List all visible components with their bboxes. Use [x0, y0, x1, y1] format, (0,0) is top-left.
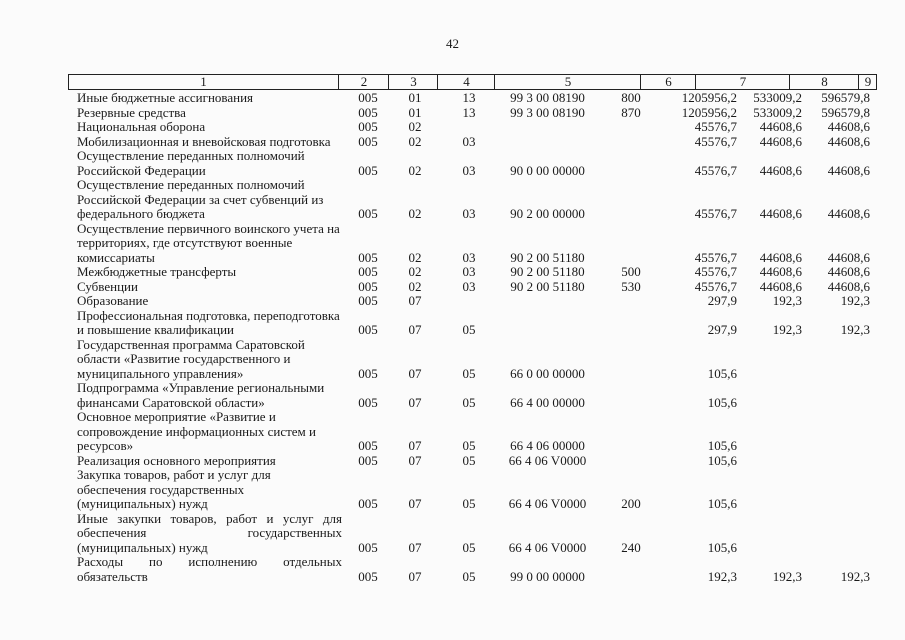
row-name: Закупка товаров, работ и услуг для обеспечения государственных (муниципальных) нужд [77, 467, 271, 511]
cell-col-6: 500 [621, 264, 641, 279]
cell-col-7: 105,6 [707, 394, 737, 410]
cell-col-7: 105,6 [707, 496, 737, 511]
cell-col-2: 005 [358, 365, 378, 381]
cell-col-3: 01 [408, 90, 422, 105]
cell-col-3: 02 [408, 133, 422, 149]
cell-col-2: 005 [358, 206, 378, 221]
cell-col-8: 44608,6 [759, 206, 802, 221]
cell-col-7: 192,3 [707, 568, 737, 584]
row-name: Государственная программа Саратовской области «Развитие государственного и муниципального управления» [77, 336, 305, 381]
cell-col-4: 05 [462, 539, 476, 555]
cell-col-2: 005 [358, 539, 378, 555]
cell-col-4: 05 [462, 452, 476, 468]
cell-col-9: 44608,6 [827, 162, 870, 178]
cell-col-3: 02 [408, 249, 422, 265]
cell-col-7: 45576,7 [694, 264, 737, 279]
cell-col-3: 07 [408, 539, 422, 555]
cell-col-2: 005 [358, 133, 378, 149]
cell-col-7: 45576,7 [694, 133, 737, 149]
row-name: Расходы по исполнению отдельных обязательств [77, 554, 342, 584]
cell-col-9: 44608,6 [827, 133, 870, 149]
cell-col-2: 005 [358, 278, 378, 294]
header-col-2: 2 [338, 75, 389, 89]
cell-col-7: 1205956,2 [681, 90, 737, 105]
cell-col-4: 03 [462, 133, 476, 149]
row-name: Осуществление первичного воинского учета на территориях, где отсутствуют военные комиссариаты [77, 220, 340, 265]
table-row [0, 280, 905, 295]
cell-col-4: 03 [462, 162, 476, 178]
header-col-7: 7 [695, 75, 790, 89]
cell-col-5: 66 4 06 V0000 [508, 539, 587, 555]
cell-col-3: 07 [408, 568, 422, 584]
cell-col-6: 800 [621, 90, 641, 105]
cell-col-4: 13 [462, 90, 476, 105]
cell-col-8: 44608,6 [759, 133, 802, 149]
table-row [0, 309, 905, 338]
row-name: Мобилизационная и вневойсковая подготовка [77, 133, 331, 149]
cell-col-5: 90 2 00 51180 [510, 249, 585, 265]
table-row [0, 149, 905, 178]
cell-col-5: 66 4 06 00000 [510, 438, 585, 453]
row-name: Субвенции [77, 278, 138, 294]
cell-col-3: 07 [408, 365, 422, 381]
row-name: Основное мероприятие «Развитие и сопровождение информационных систем и ресурсов» [77, 409, 316, 453]
cell-col-2: 005 [358, 394, 378, 410]
table-header [68, 74, 877, 90]
cell-col-3: 02 [408, 162, 422, 178]
cell-col-8: 44608,6 [759, 249, 802, 265]
cell-col-9: 596579,8 [821, 90, 870, 105]
header-col-8: 8 [789, 75, 859, 89]
cell-col-8: 533009,2 [753, 104, 802, 120]
cell-col-9: 596579,8 [821, 104, 870, 120]
table-row [0, 512, 905, 556]
header-col-6: 6 [640, 75, 696, 89]
row-name: Национальная оборона [77, 119, 206, 134]
cell-col-2: 005 [358, 162, 378, 178]
cell-col-2: 005 [358, 104, 378, 120]
cell-col-2: 005 [358, 452, 378, 468]
cell-col-5: 99 3 00 08190 [510, 104, 585, 120]
cell-col-8: 44608,6 [759, 264, 802, 279]
cell-col-3: 07 [408, 322, 422, 337]
cell-col-5: 90 2 00 51180 [510, 278, 585, 294]
cell-col-9: 192,3 [840, 322, 870, 337]
cell-col-7: 105,6 [707, 365, 737, 381]
cell-col-4: 05 [462, 438, 476, 453]
cell-col-8: 44608,6 [759, 278, 802, 294]
row-name: Реализация основного мероприятия [77, 452, 276, 468]
cell-col-7: 297,9 [707, 322, 737, 337]
cell-col-3: 07 [408, 496, 422, 511]
cell-col-4: 03 [462, 278, 476, 294]
row-name: Осуществление переданных полномочий Российской Федерации [77, 148, 305, 178]
cell-col-8: 533009,2 [753, 90, 802, 105]
cell-col-3: 07 [408, 293, 422, 308]
header-col-9: 9 [858, 75, 877, 89]
cell-col-5: 66 4 06 V0000 [508, 496, 587, 511]
cell-col-7: 45576,7 [694, 249, 737, 265]
cell-col-7: 45576,7 [694, 206, 737, 221]
header-col-1: 1 [200, 74, 207, 89]
table-row [0, 381, 905, 410]
cell-col-5: 90 0 00 00000 [510, 162, 585, 178]
cell-col-8: 44608,6 [759, 119, 802, 134]
header-col-5: 5 [494, 75, 641, 89]
cell-col-7: 105,6 [707, 438, 737, 453]
cell-col-9: 192,3 [840, 568, 870, 584]
cell-col-9: 192,3 [840, 293, 870, 308]
cell-col-4: 03 [462, 206, 476, 221]
table-row [0, 91, 905, 106]
cell-col-9: 44608,6 [827, 264, 870, 279]
cell-col-7: 105,6 [707, 452, 737, 468]
header-col-3: 3 [388, 75, 438, 89]
cell-col-6: 530 [621, 278, 641, 294]
row-name: Образование [77, 293, 149, 308]
cell-col-7: 105,6 [707, 539, 737, 555]
row-name: Иные бюджетные ассигнования [77, 90, 254, 105]
cell-col-9: 44608,6 [827, 249, 870, 265]
header-col-4: 4 [437, 75, 495, 89]
row-name: Подпрограмма «Управление региональными финансами Саратовской области» [77, 380, 325, 410]
cell-col-4: 05 [462, 496, 476, 511]
cell-col-8: 192,3 [772, 293, 802, 308]
table-row [0, 410, 905, 454]
row-name: Иные закупки товаров, работ и услуг для обеспечения государственных (муниципальных) нужд [77, 510, 342, 555]
cell-col-7: 45576,7 [694, 278, 737, 294]
cell-col-2: 005 [358, 438, 378, 453]
table-row [0, 120, 905, 135]
cell-col-6: 200 [621, 496, 641, 511]
cell-col-7: 1205956,2 [681, 104, 737, 120]
table-body [0, 91, 905, 584]
cell-col-3: 07 [408, 438, 422, 453]
cell-col-9: 44608,6 [827, 206, 870, 221]
cell-col-5: 90 2 00 51180 [510, 264, 585, 279]
cell-col-8: 44608,6 [759, 162, 802, 178]
cell-col-3: 02 [408, 278, 422, 294]
row-name: Осуществление переданных полномочий Российской Федерации за счет субвенций из федерального бюджета [77, 177, 324, 221]
cell-col-6: 240 [621, 539, 641, 555]
cell-col-3: 07 [408, 452, 422, 468]
cell-col-4: 03 [462, 249, 476, 265]
cell-col-5: 66 0 00 00000 [510, 365, 585, 381]
cell-col-2: 005 [358, 119, 378, 134]
cell-col-3: 02 [408, 264, 422, 279]
cell-col-5: 99 3 00 08190 [510, 90, 585, 105]
cell-col-9: 44608,6 [827, 278, 870, 294]
cell-col-4: 05 [462, 322, 476, 337]
cell-col-2: 005 [358, 90, 378, 105]
cell-col-2: 005 [358, 496, 378, 511]
cell-col-2: 005 [358, 264, 378, 279]
cell-col-8: 192,3 [772, 322, 802, 337]
cell-col-5: 99 0 00 00000 [510, 568, 585, 584]
table-row [0, 468, 905, 512]
cell-col-7: 45576,7 [694, 119, 737, 134]
cell-col-6: 870 [621, 104, 641, 120]
cell-col-7: 297,9 [707, 293, 737, 308]
table-row [0, 106, 905, 121]
table-row [0, 135, 905, 150]
cell-col-5: 90 2 00 00000 [510, 206, 585, 221]
cell-col-7: 45576,7 [694, 162, 737, 178]
cell-col-4: 03 [462, 264, 476, 279]
table-row [0, 555, 905, 584]
cell-col-5: 66 4 06 V0000 [508, 452, 587, 468]
cell-col-9: 44608,6 [827, 119, 870, 134]
cell-col-3: 01 [408, 104, 422, 120]
cell-col-2: 005 [358, 249, 378, 265]
table-row [0, 338, 905, 382]
table-row [0, 222, 905, 266]
cell-col-3: 02 [408, 206, 422, 221]
page-number: 42 [446, 36, 459, 51]
cell-col-5: 66 4 00 00000 [510, 394, 585, 410]
cell-col-4: 05 [462, 365, 476, 381]
cell-col-3: 07 [408, 394, 422, 410]
cell-col-4: 05 [462, 568, 476, 584]
row-name: Профессиональная подготовка, переподготовка и повышение квалификации [77, 307, 340, 337]
row-name: Межбюджетные трансферты [77, 264, 237, 279]
row-name: Резервные средства [77, 104, 186, 120]
cell-col-8: 192,3 [772, 568, 802, 584]
cell-col-3: 02 [408, 119, 422, 134]
table-row [0, 294, 905, 309]
cell-col-2: 005 [358, 293, 378, 308]
cell-col-4: 13 [462, 104, 476, 120]
cell-col-2: 005 [358, 568, 378, 584]
table-row [0, 265, 905, 280]
cell-col-2: 005 [358, 322, 378, 337]
cell-col-4: 05 [462, 394, 476, 410]
table-row [0, 178, 905, 222]
table-row [0, 454, 905, 469]
